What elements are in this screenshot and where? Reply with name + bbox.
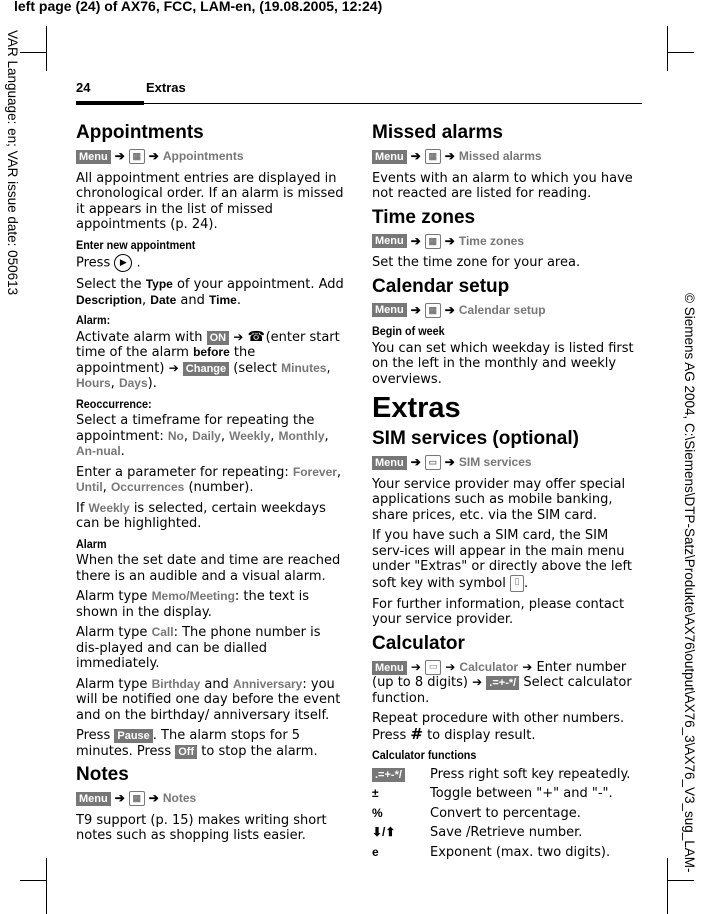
pause-text: Press Pause . The alarm stops for 5 minutes. Press Off to stop the alarm. [76,728,318,759]
page-number: 24 [76,80,91,95]
function-desc: Save /Retrieve number. [430,825,583,840]
crop-mark [668,880,694,881]
calculator-repeat-text: Repeat procedure with other numbers. Press # to display result. [372,711,625,743]
table-row [372,805,630,825]
off-key: Off [175,745,197,759]
left-column [76,118,344,849]
missed-alarms-heading: Missed alarms [372,122,503,143]
calendar-setup-text: You can set which weekday is listed first on the left in the monthly and weekly overviews. [372,340,634,387]
table-row [372,766,630,786]
time-zones-text: Set the time zone for your area. [372,255,581,270]
organiser-icon: ▦ [129,149,145,164]
crop-mark [667,26,668,71]
extras-icon: ▭ [425,660,441,675]
function-key: % [372,805,383,820]
function-desc: Convert to percentage. [430,805,581,821]
crop-mark [20,880,46,881]
menu-key: Menu [76,150,111,164]
arrow-right-icon: ➔ [148,149,159,163]
arrow-right-icon: ➔ [114,791,125,805]
organiser-icon: ▦ [129,791,145,806]
alarm-memo-text: Alarm type Memo/Meeting: the text is shown in the display. [76,589,310,620]
function-desc: Press right soft key repeatedly. [430,766,631,782]
arrow-right-icon: ➔ [410,233,421,248]
right-column [372,118,642,863]
appointments-heading: Appointments [76,122,204,143]
crop-mark [20,52,46,53]
operations-key: .=+-*/ [486,676,519,690]
crop-mark [46,858,47,914]
reoccurrence-text: Select a timeframe for repeating the appointment: No, Daily, Weekly, Monthly, An-nual. [76,413,329,459]
path-target: Appointments [162,149,244,163]
alarm-label: Alarm: [76,313,111,327]
sim-services-path: Menu ➔ ▭ ➔ SIM services [372,455,642,471]
side-text-right: © Siemens AG 2004, C:\Siemens\DTP-Satz\Produkte\AX76\output\AX76_3\AX76_V3_sug_LAM- [682,293,697,873]
section-name: Extras [146,80,186,95]
organiser-icon: ▦ [425,234,441,249]
notes-path [76,791,344,807]
sim-icon: ▯ [510,575,524,592]
function-desc: Toggle between "+" and "-". [430,786,613,801]
function-key: ± [372,786,379,800]
alarm-heading: Alarm [76,536,107,551]
activate-alarm-text: Activate alarm with ON ➔ ☎ (enter start time of the alarm before the appointment) ➔ Change (select Minutes, Hours, Days). [76,328,340,391]
arrow-right-icon: ➔ [410,149,421,163]
menu-key: Menu [372,303,407,317]
sim-services-heading: SIM services (optional) [372,428,579,449]
alarm-text: When the set date and time are reached there is an audible and a visual alarm. [76,553,341,584]
on-key: ON [207,331,230,345]
appointments-path [76,149,344,165]
crop-mark [668,52,694,53]
save-retrieve-icon: ⬇/⬆ [372,825,396,839]
time-zones-heading: Time zones [372,206,476,228]
calendar-setup-path: Menu ➔ ▦ ➔ Calendar setup [372,303,642,319]
calculator-functions-heading: Calculator functions [372,748,477,762]
organiser-icon: ▦ [425,303,441,318]
arrow-right-icon: ➔ [444,149,455,163]
calculator-path: Menu ➔ ▭ ➔ Calculator ➔ Enter number (up to 8 digits) ➔ .=+-*/ Select calculator function. [372,659,632,706]
change-key: Change [183,362,229,376]
missed-alarms-text: Events with an alarm to which you have not reacted are listed for reading. [372,170,633,201]
navigation-key-icon: ▶ [114,254,132,272]
table-row [372,824,630,844]
path-target: Notes [162,791,197,805]
time-zones-path: Menu ➔ ▦ ➔ Time zones [372,234,642,250]
begin-week-heading: Begin of week [372,324,445,338]
running-head [76,80,186,95]
sim-text-2: If you have such a SIM card, the SIM serv-ices will appear in the main menu under "Extras" or directly above the left soft key with symbol ▯ . [372,528,632,591]
table-row [372,844,630,864]
notes-heading: Notes [76,764,129,785]
organiser-icon: ▦ [425,149,441,164]
menu-key: Menu [372,234,407,248]
menu-key: Menu [76,792,111,806]
sim-text-1: Your service provider may offer special applications such as mobile banking, share prices, etc. via the SIM card. [372,476,626,523]
page-header: left page (24) of AX76, FCC, LAM-en, (19.08.2005, 12:24) [14,0,383,14]
menu-key: Menu [372,661,407,675]
appointments-intro: All appointment entries are displayed in chronological order. If an alarm is missed it appears in the list of missed appointments (p. 24). [76,170,344,232]
alarm-call-text: Alarm type Call: The phone number is dis-played and can be dialled immediately. [76,625,321,671]
header-rule [76,103,642,104]
alarm-birthday-text: Alarm type Birthday and Anniversary: you will be notified one day before the event and on the birthday/ anniversary itself. [76,676,341,723]
missed-alarms-path: Menu ➔ ▦ ➔ Missed alarms [372,149,642,165]
arrow-right-icon: ➔ [444,302,455,317]
phonebook-icon: ☎ [247,328,265,345]
reoccurrence-label: Reoccurrence: [76,396,152,411]
extras-icon: ▭ [425,455,441,470]
calendar-setup-heading: Calendar setup [372,275,510,297]
calculator-heading: Calculator [372,632,465,654]
extras-heading: Extras [372,392,461,424]
table-row [372,785,630,805]
arrow-right-icon: ➔ [114,149,125,163]
select-type-text: Select the Type of your appointment. Add Description, Date and Time. [76,277,344,308]
menu-key: Menu [372,150,407,164]
calculator-functions-table [372,766,630,864]
arrow-right-icon: ➔ [410,455,421,469]
function-key: .=+-*/ [372,768,405,782]
function-desc: Exponent (max. two digits). [430,844,611,860]
notes-text: T9 support (p. 15) makes writing short notes such as shopping lists easier. [76,812,327,843]
side-text-left: VAR Language: en; VAR issue date: 050613 [5,30,20,296]
enter-new-heading: Enter new appointment [76,237,196,252]
weekly-note: If Weekly is selected, certain weekdays can be highlighted. [76,500,326,531]
arrow-right-icon: ➔ [444,233,455,248]
function-key: e [372,844,379,859]
menu-key: Menu [372,456,407,470]
repeat-parameter-text: Enter a parameter for repeating: Forever, Until, Occurrences (number). [76,464,342,495]
pause-key: Pause [114,729,152,743]
sim-text-3: For further information, please contact your service provider. [372,596,625,627]
crop-mark [667,858,668,914]
arrow-right-icon: ➔ [148,791,159,805]
press-nav-text: Press ▶ . [76,255,141,271]
arrow-right-icon: ➔ [444,455,455,469]
arrow-right-icon: ➔ [410,302,421,317]
crop-mark [46,26,47,71]
